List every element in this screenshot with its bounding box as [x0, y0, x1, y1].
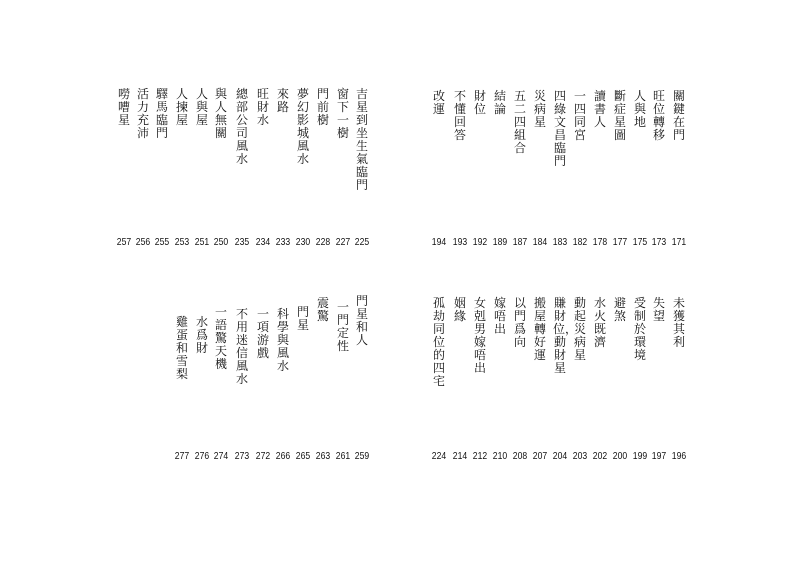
toc-entry-page: 274 — [213, 450, 229, 462]
toc-entry-title: 不懂回答 — [453, 89, 466, 142]
toc-entry-page: 272 — [255, 450, 271, 462]
toc-entry-page: 171 — [671, 236, 687, 248]
toc-entry-page: 210 — [492, 450, 508, 462]
toc-entry-title: 旺位轉移 — [652, 89, 665, 142]
right-page — [397, 0, 793, 561]
toc-entry-title: 夢幻影城風水 — [296, 87, 309, 166]
toc-entry-page: 178 — [592, 236, 608, 248]
toc-entry-page: 228 — [315, 236, 331, 248]
toc-entry-page: 256 — [135, 236, 151, 248]
toc-entry-page: 212 — [472, 450, 488, 462]
toc-entry-page: 199 — [632, 450, 648, 462]
toc-entry-title: 窗下一樹 — [336, 87, 349, 140]
toc-entry-page: 175 — [632, 236, 648, 248]
toc-entry-title: 一語驚天機 — [214, 305, 227, 371]
toc-entry-page: 230 — [295, 236, 311, 248]
toc-entry-title: 人與地 — [633, 89, 646, 129]
toc-entry-title: 嫁唔出 — [493, 296, 506, 336]
toc-entry-title: 科學與風水 — [276, 307, 289, 373]
toc-entry-title: 一四同宮 — [573, 89, 586, 142]
toc-entry-page: 177 — [612, 236, 628, 248]
toc-entry-page: 202 — [592, 450, 608, 462]
toc-entry-title: 雞蛋和雪梨 — [175, 315, 188, 381]
toc-entry-page: 214 — [452, 450, 468, 462]
toc-entry-title: 人揀屋 — [175, 87, 188, 127]
toc-entry-title: 讀書人 — [593, 89, 606, 129]
toc-entry-page: 203 — [572, 450, 588, 462]
toc-entry-page: 261 — [335, 450, 351, 462]
toc-entry-title: 來路 — [276, 87, 289, 114]
toc-entry-title: 孤劫同位的四宅 — [432, 296, 445, 388]
toc-entry-page: 253 — [174, 236, 190, 248]
toc-entry-page: 193 — [452, 236, 468, 248]
toc-entry-title: 五二四組合 — [513, 89, 526, 155]
toc-entry-page: 197 — [651, 450, 667, 462]
toc-entry-page: 189 — [492, 236, 508, 248]
toc-entry-page: 184 — [532, 236, 548, 248]
toc-entry-title: 一項游戲 — [256, 307, 269, 360]
toc-entry-page: 173 — [651, 236, 667, 248]
toc-entry-title: 搬屋轉好運 — [533, 296, 546, 362]
toc-entry-page: 250 — [213, 236, 229, 248]
toc-entry-title: 驛馬臨門 — [155, 87, 168, 140]
toc-entry-title: 姻緣 — [453, 296, 466, 323]
toc-entry-title: 結論 — [493, 89, 506, 116]
toc-entry-page: 234 — [255, 236, 271, 248]
toc-entry-page: 208 — [512, 450, 528, 462]
toc-entry-title: 旺財水 — [256, 87, 269, 127]
toc-entry-page: 192 — [472, 236, 488, 248]
toc-entry-title: 財位 — [473, 89, 486, 116]
toc-entry-page: 276 — [194, 450, 210, 462]
toc-entry-page: 277 — [174, 450, 190, 462]
toc-entry-title: 人與屋 — [195, 87, 208, 127]
toc-entry-page: 273 — [234, 450, 250, 462]
toc-entry-title: 動起災病星 — [573, 296, 586, 362]
toc-entry-page: 265 — [295, 450, 311, 462]
toc-entry-title: 以門爲向 — [513, 296, 526, 349]
toc-entry-page: 196 — [671, 450, 687, 462]
toc-entry-page: 233 — [275, 236, 291, 248]
toc-entry-title: 失望 — [652, 296, 665, 323]
toc-entry-page: 207 — [532, 450, 548, 462]
toc-entry-title: 關鍵在門 — [672, 89, 685, 142]
toc-entry-page: 183 — [552, 236, 568, 248]
toc-entry-page: 255 — [154, 236, 170, 248]
toc-entry-page: 224 — [431, 450, 447, 462]
toc-entry-title: 與人無關 — [214, 87, 227, 140]
left-page — [0, 0, 396, 561]
toc-entry-page: 235 — [234, 236, 250, 248]
toc-entry-title: 震驚 — [316, 296, 329, 323]
toc-entry-title: 水火既濟 — [593, 296, 606, 349]
toc-entry-page: 266 — [275, 450, 291, 462]
toc-entry-title: 水爲財 — [195, 315, 208, 355]
toc-entry-title: 斷症星圖 — [613, 89, 626, 142]
toc-entry-title: 不用迷信風水 — [235, 307, 248, 386]
toc-entry-page: 251 — [194, 236, 210, 248]
toc-entry-title: 災病星 — [533, 89, 546, 129]
toc-entry-title: 一門定性 — [336, 300, 349, 353]
toc-entry-title: 避煞 — [613, 296, 626, 323]
toc-entry-title: 吉星到坐生氣臨門 — [355, 87, 368, 192]
toc-entry-title: 總部公司風水 — [235, 87, 248, 166]
toc-entry-page: 227 — [335, 236, 351, 248]
toc-entry-page: 259 — [354, 450, 370, 462]
toc-entry-title: 改運 — [432, 89, 445, 116]
toc-entry-title: 受制於環境 — [633, 296, 646, 362]
toc-entry-title: 未獲其利 — [672, 296, 685, 349]
toc-entry-title: 活力充沛 — [136, 87, 149, 140]
toc-entry-page: 204 — [552, 450, 568, 462]
toc-entry-title: 門星和人 — [355, 294, 368, 347]
toc-entry-title: 門前樹 — [316, 87, 329, 127]
toc-entry-title: 女剋男嫁唔出 — [473, 296, 486, 375]
toc-entry-page: 182 — [572, 236, 588, 248]
toc-entry-page: 225 — [354, 236, 370, 248]
toc-entry-page: 200 — [612, 450, 628, 462]
toc-entry-page: 257 — [116, 236, 132, 248]
toc-entry-title: 賺財位，動財星 — [553, 296, 578, 375]
toc-entry-title: 四綠文昌臨門 — [553, 89, 566, 168]
toc-entry-title: 門星 — [296, 305, 309, 332]
toc-entry-page: 194 — [431, 236, 447, 248]
toc-entry-title: 嘮嘈星 — [117, 87, 130, 127]
toc-entry-page: 263 — [315, 450, 331, 462]
toc-entry-page: 187 — [512, 236, 528, 248]
